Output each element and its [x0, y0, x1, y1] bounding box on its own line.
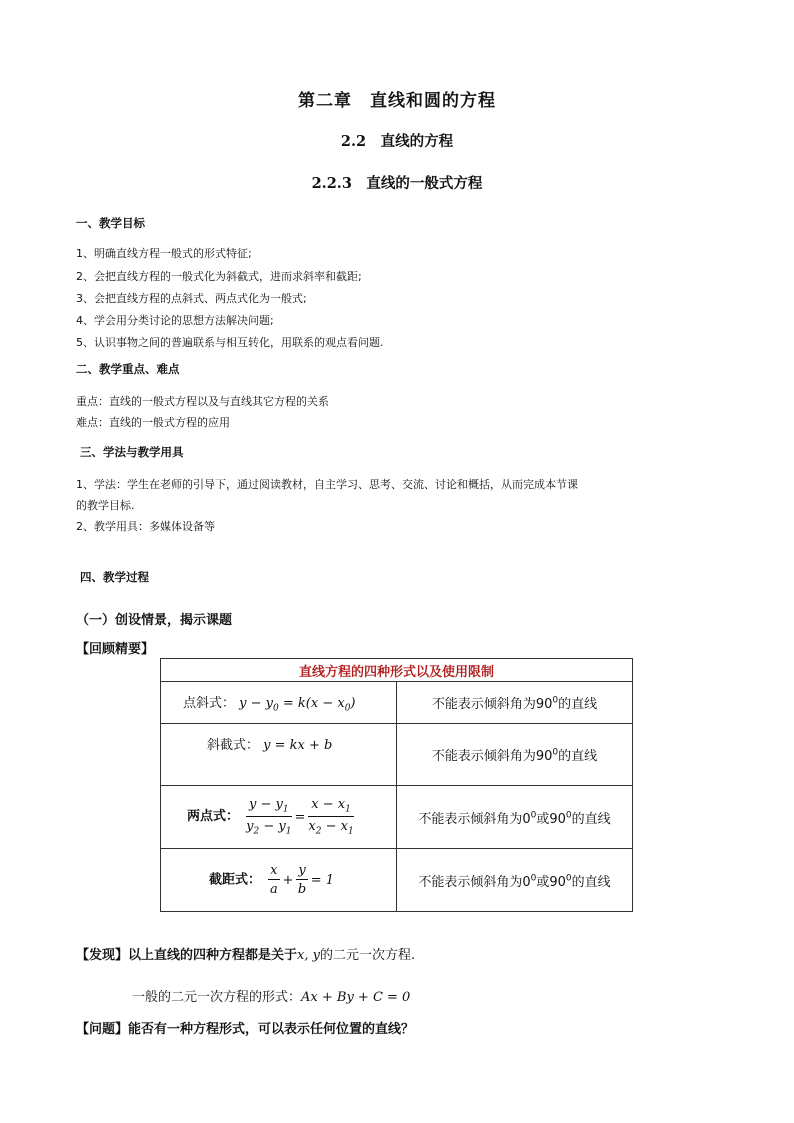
goals-heading: 一、教学目标: [76, 216, 145, 230]
process-heading: 四、教学过程: [80, 570, 149, 584]
discovery-tail: 的二元一次方程.: [319, 948, 416, 963]
question-tag: 【问题】: [76, 1022, 129, 1037]
chapter-title: 第二章 直线和圆的方程: [298, 91, 496, 111]
review-tag: 【回顾精要】: [76, 642, 155, 657]
slope-intercept-cell: [161, 724, 397, 786]
point-slope-formula: $y - y_0 = k(x - x_0)$: [239, 695, 356, 714]
table-row: [161, 724, 633, 786]
question-line: [76, 1018, 414, 1037]
discovery-vars: x, y: [297, 948, 320, 963]
general-form-label: 一般的二元一次方程的形式：: [132, 990, 302, 1005]
slope-intercept-label: 斜截式：: [207, 738, 260, 753]
keypoints-heading: 二、教学重点、难点: [76, 362, 180, 376]
subsection-title: 2.2.3 直线的一般式方程: [311, 175, 483, 192]
point-slope-cell: [161, 682, 397, 724]
discovery-line: [76, 944, 415, 963]
point-slope-limit: 不能表示倾斜角为$90^0$的直线: [397, 682, 633, 724]
intercept-cell: [161, 849, 397, 912]
discovery-tag: 【发现】: [76, 948, 129, 963]
general-form-line: [132, 986, 410, 1005]
goal-item: 2、会把直线方程的一般式化为斜截式，进而求斜率和截距;: [76, 270, 362, 283]
two-point-limit: 不能表示倾斜角为$0^0$或$90^0$的直线: [397, 786, 633, 849]
point-slope-label: 点斜式：: [183, 695, 236, 711]
general-form-formula: Ax + By + C = 0: [301, 990, 411, 1005]
discovery-text: 以上直线的四种方程都是关于: [128, 948, 298, 963]
two-point-cell: [161, 786, 397, 849]
keypoint-item: 重点：直线的一般式方程以及与直线其它方程的关系: [76, 395, 329, 408]
step1-heading: （一）创设情景，揭示课题: [76, 613, 233, 628]
question-text: 能否有一种方程形式，可以表示任何位置的直线？: [128, 1022, 415, 1037]
intercept-formula: $\frac{x}{a}$ + $\frac{y}{b}$ = 1: [269, 863, 335, 897]
goal-item: 5、认识事物之间的普遍联系与相互转化，用联系的观点看问题.: [76, 336, 384, 349]
keypoint-item: 难点：直线的一般式方程的应用: [76, 416, 230, 429]
goal-item: 3、会把直线方程的点斜式、两点式化为一般式;: [76, 292, 307, 305]
slope-intercept-formula: y = kx + b: [263, 738, 333, 753]
table-title: 直线方程的四种形式以及使用限制: [161, 659, 633, 682]
methods-heading: 三、学法与教学用具: [80, 445, 184, 459]
table-row: [161, 786, 633, 849]
table-row: [161, 682, 633, 724]
intercept-label: 截距式：: [209, 872, 262, 888]
line-forms-table: [160, 658, 633, 912]
method-item: 1、学法：学生在老师的引导下，通过阅读教材，自主学习、思考、交流、讨论和概括，从而完成本节课: [76, 478, 578, 491]
slope-intercept-limit: 不能表示倾斜角为$90^0$的直线: [397, 724, 633, 786]
goal-item: 1、明确直线方程一般式的形式特征;: [76, 247, 252, 260]
section-title: 2.2 直线的方程: [340, 133, 454, 150]
intercept-limit: 不能表示倾斜角为$0^0$或$90^0$的直线: [397, 849, 633, 912]
method-item: 的教学目标.: [76, 499, 135, 512]
goal-item: 4、学会用分类讨论的思想方法解决问题;: [76, 314, 274, 327]
two-point-label: 两点式：: [187, 809, 240, 825]
method-item: 2、教学用具：多媒体设备等: [76, 520, 215, 533]
two-point-formula: $\frac{y - y_1}{y_2 - y_1}$ = $\frac{x - x_1}{x_2 - x_1}$: [246, 797, 354, 837]
table-row: [161, 849, 633, 912]
